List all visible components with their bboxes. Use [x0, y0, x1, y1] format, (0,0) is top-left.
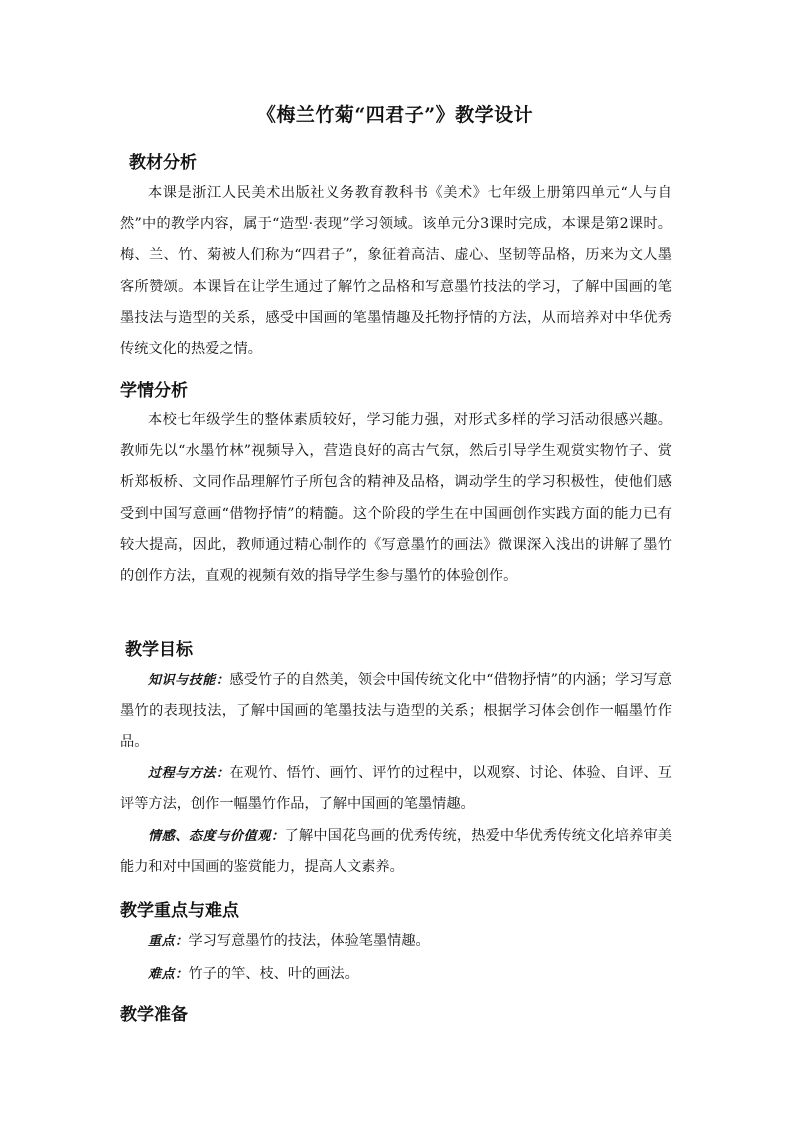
key-point-text: 竹子的竿、枝、叶的画法。: [188, 966, 359, 982]
key-point-text: 学习写意墨竹的技法，体验笔墨情趣。: [188, 933, 430, 949]
goal-label: 过程与方法：: [148, 766, 230, 781]
heading-textbook-analysis: 教材分析: [129, 153, 197, 173]
goal-knowledge-skills: [120, 665, 672, 759]
key-point-focus: [148, 926, 430, 957]
goal-label: 情感、态度与价值观：: [148, 829, 285, 844]
key-point-label: 难点：: [148, 967, 189, 982]
goal-text: 感受竹子的自然美，领会中国传统文化中“借物抒情”的内涵；学习写意墨竹的表现技法，了解中国画的笔墨技法与造型的关系；根据学习体会创作一幅墨竹作品。: [120, 672, 672, 751]
key-point-difficulty: [148, 959, 359, 990]
goal-label: 知识与技能：: [148, 673, 230, 688]
goal-text: 在观竹、悟竹、画竹、评竹的过程中，以观察、讨论、体验、自评、互评等方法，创作一幅墨竹作品，了解中国画的笔墨情趣。: [120, 765, 672, 813]
heading-key-points: 教学重点与难点: [120, 901, 239, 921]
goal-text: 了解中国花鸟画的优秀传统，热爱中华优秀传统文化培养审美能力和对中国画的鉴赏能力，提高人文素养。: [120, 828, 672, 876]
document-title: 《梅兰竹菊“四君子”》教学设计: [256, 104, 534, 126]
goal-process-methods: [120, 758, 672, 820]
paragraph-textbook-analysis: 本课是浙江人民美术出版社义务教育教科书《美术》七年级上册第四单元“人与自然”中的教学内容，属于“造型·表现”学习领域。该单元分3课时完成，本课是第2课时。梅、兰、竹、菊被人们称为“四君子”，象征着高洁、虚心、坚韧等品格，历来为文人墨客所赞颂。本课旨在让学生通过了解竹之品格和写意墨竹技法的学习，了解中国画的笔墨技法与造型的关系，感受中国画的笔墨情趣及托物抒情的方法，从而培养对中华优秀传统文化的热爱之情。: [120, 185, 672, 358]
heading-student-analysis: 学情分析: [120, 381, 188, 401]
goal-emotion-values: [120, 821, 672, 883]
heading-teaching-preparation: 教学准备: [120, 1005, 188, 1025]
paragraph-student-analysis: 本校七年级学生的整体素质较好，学习能力强，对形式多样的学习活动很感兴趣。教师先以“水墨竹林”视频导入，营造良好的高古气氛，然后引导学生观赏实物竹子、赏析郑板桥、文同作品理解竹子所包含的精神及品格，调动学生的学习积极性，使他们感受到中国写意画“借物抒情”的精髓。这个阶段的学生在中国画创作实践方面的能力已有较大提高，因此，教师通过精心制作的《写意墨竹的画法》微课深入浅出的讲解了墨竹的创作方法，直观的视频有效的指导学生参与墨竹的体验创作。: [120, 412, 672, 585]
heading-teaching-goals: 教学目标: [125, 640, 193, 660]
key-point-label: 重点：: [148, 934, 189, 949]
